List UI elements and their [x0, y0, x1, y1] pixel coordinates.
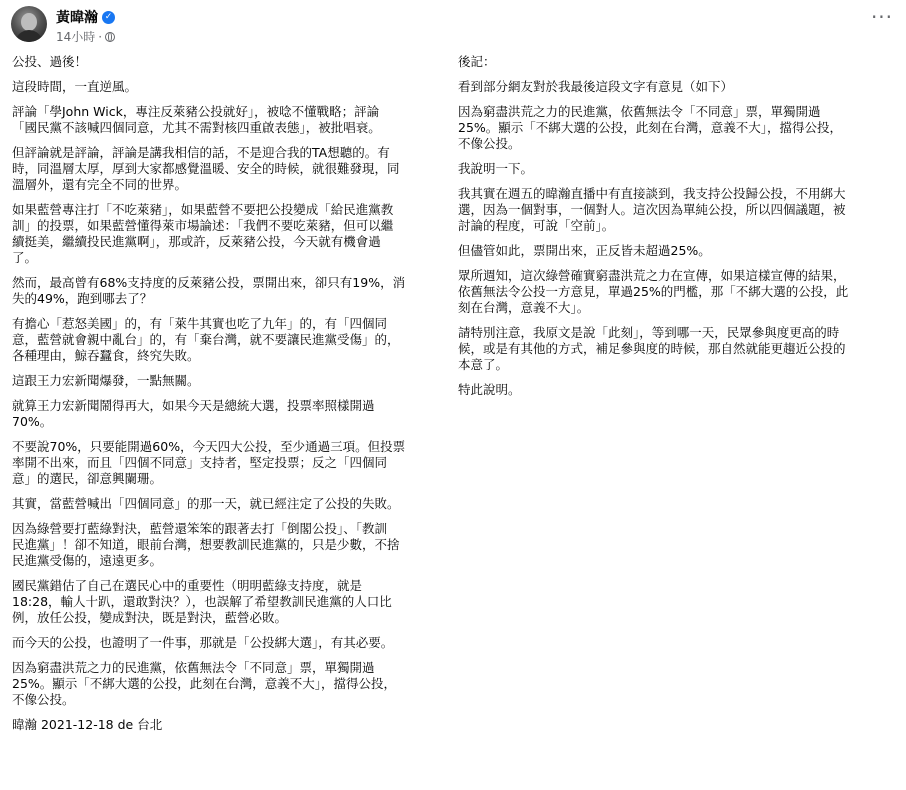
meta-separator: · [98, 29, 103, 44]
post-time[interactable]: 14小時 [56, 30, 96, 44]
author-avatar[interactable] [11, 6, 47, 42]
post-paragraph: 看到部分網友對於我最後這段文字有意見（如下） [458, 79, 734, 94]
post-paragraph: 眾所週知，這次綠營確實窮盡洪荒之力在宣傳，如果這樣宣傳的結果， 依舊無法令公投一方意見，單過25%的門檻，那「不綁大選的公投，此 刻在台灣，意義不大」。 [458, 268, 849, 315]
post-body-left-column [12, 54, 444, 742]
post-paragraph: 如果藍營專注打「不吃萊豬」，如果藍營不要把公投變成「給民進黨教 訓」的投票，如果藍營懂得萊市場論述：「我們不要吃萊豬，但可以繼 續挺美，繼續投民進黨啊」，那或許，反萊豬公投，今天就有機會過 了。 [12, 202, 394, 265]
post-signature: 暐瀚 2021-12-18 de 台北 [12, 717, 163, 732]
post-paragraph: 但儘管如此，票開出來，正反皆未超過25%。 [458, 243, 711, 258]
verified-badge-icon: ✓ [102, 11, 115, 24]
post-paragraph: 但評論就是評論，評論是講我相信的話，不是迎合我的TA想聽的。有 時，同溫層太厚，厚到大家都感覺溫暖、安全的時候，就很難發現，同 溫層外，還有完全不同的世界。 [12, 145, 400, 192]
post-paragraph: 公投、過後！ [12, 54, 88, 69]
postscript-heading: 後記： [458, 54, 496, 69]
post-paragraph: 因為綠營要打藍綠對決，藍營還笨笨的跟著去打「倒閣公投」、「教訓 民進黨」！卻不知道，眼前台灣，想要教訓民進黨的，只是少數，不捨 民進黨受傷的，遠遠更多。 [12, 521, 400, 568]
author-name-row [56, 7, 115, 27]
post-meta [56, 28, 115, 45]
post-paragraph: 特此說明。 [458, 382, 521, 397]
post-paragraph: 不要說70%，只要能開過60%，今天四大公投，至少通過三項。但投票 率開不出來，而且「四個不同意」支持者，堅定投票；反之「四個同 意」的選民，卻意興闌珊。 [12, 439, 406, 486]
post-header [0, 0, 906, 50]
post-paragraph: 我說明一下。 [458, 161, 534, 176]
post-paragraph: 其實，當藍營喊出「四個同意」的那一天，就已經注定了公投的失敗。 [12, 496, 400, 511]
post-paragraph: 這段時間，一直逆風。 [12, 79, 138, 94]
post-body-right-column [458, 54, 896, 407]
post-paragraph: 請特別注意，我原文是說「此刻」，等到哪一天，民眾參與度更高的時 候，或是有其他的方式，補足參與度的時候，那自然就能更趨近公投的 本意了。 [458, 325, 846, 372]
post-paragraph: 國民黨錯估了自己在選民心中的重要性（明明藍綠支持度，就是 18:28，輸人十趴，還敢對決？），也誤解了希望教訓民進黨的人口比 例，放任公投，變成對決，既是對決，藍營必敗。 [12, 578, 392, 625]
post-paragraph: 就算王力宏新聞鬧得再大，如果今天是總統大選，投票率照樣開過 70%。 [12, 398, 375, 429]
post-paragraph: 然而，最高曾有68%支持度的反萊豬公投，票開出來，卻只有19%，消 失的49%，跑到哪去了？ [12, 275, 406, 306]
post-paragraph: 因為窮盡洪荒之力的民進黨，依舊無法令「不同意」票，單獨開過 25%。顯示「不綁大選的公投，此刻在台灣，意義不大」，擋得公投， 不像公投。 [458, 104, 843, 151]
avatar-body [15, 30, 43, 42]
avatar-face [21, 13, 37, 31]
author-name[interactable]: 黃暐瀚 [56, 10, 98, 26]
post-paragraph: 因為窮盡洪荒之力的民進黨，依舊無法令「不同意」票，單獨開過 25%。顯示「不綁大選的公投，此刻在台灣，意義不大」，擋得公投， 不像公投。 [12, 660, 397, 707]
post-paragraph: 我其實在週五的暐瀚直播中有直接談到，我支持公投歸公投，不用綁大 選，因為一個對事，一個對人。這次因為單純公投，所以四個議題，被 討論的程度，可說「空前」。 [458, 186, 846, 233]
post-paragraph: 評論「學John Wick，專注反萊豬公投就好」，被唸不懂戰略；評論 「國民黨不該喊四個同意，尤其不需對核四重啟表態」，被批唱衰。 [12, 104, 381, 135]
globe-icon[interactable] [105, 32, 115, 42]
post-paragraph: 而今天的公投，也證明了一件事，那就是「公投綁大選」，有其必要。 [12, 635, 394, 650]
post-paragraph: 有擔心「惹怒美國」的，有「萊牛其實也吃了九年」的，有「四個同 意，藍營就會親中亂台」的，有「棄台灣，就不要讓民進黨受傷」的， 各種理由，鯨吞蠶食，終究失敗。 [12, 316, 400, 363]
more-options-icon[interactable]: ··· [870, 5, 894, 29]
post-paragraph: 這跟王力宏新聞爆發，一點無關。 [12, 373, 200, 388]
